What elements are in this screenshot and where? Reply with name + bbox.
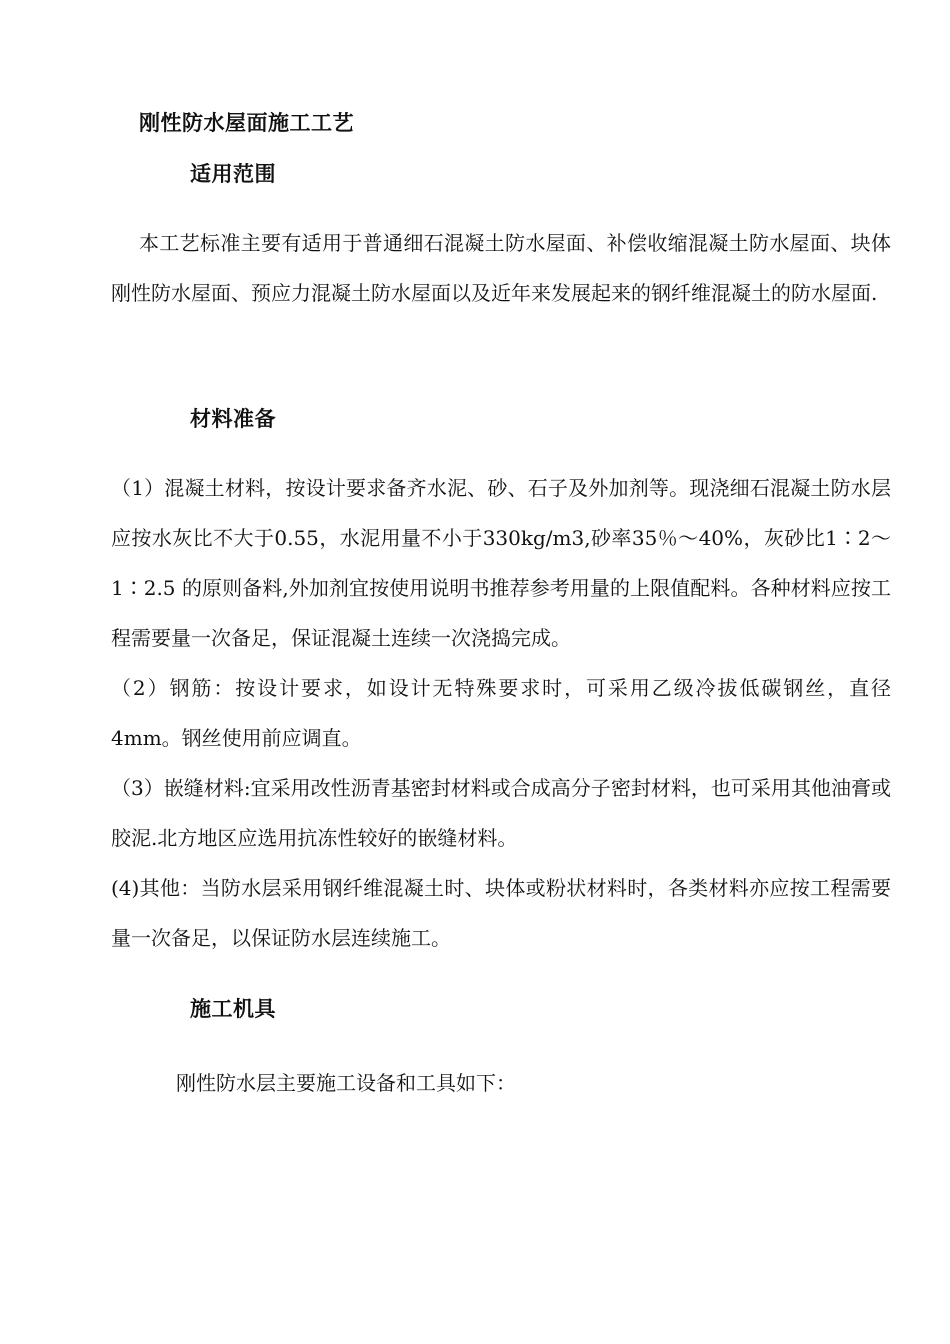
section-heading-scope: 适用范围	[190, 161, 276, 186]
section-heading-tools: 施工机具	[190, 996, 276, 1021]
section-body-materials	[111, 463, 891, 963]
section-body-scope	[111, 218, 891, 318]
paragraph-item-1: （1）混凝土材料，按设计要求备齐水泥、砂、石子及外加剂等。现浇细石混凝土防水层应按水灰比不大于0.55，水泥用量不小于330kg/m3,砂率35％～40%，灰砂比1∶2～1∶2.5 的原则备料,外加剂宜按使用说明书推荐参考用量的上限值配料。各种材料应按工程需要量一次备足，保证混凝土连续一次浇捣完成。	[111, 476, 891, 650]
paragraph: 本工艺标准主要有适用于普通细石混凝土防水屋面、补偿收缩混凝土防水屋面、块体刚性防水屋面、预应力混凝土防水屋面以及近年来发展起来的钢纤维混凝土的防水屋面.	[111, 231, 891, 305]
paragraph-item-3: （3）嵌缝材料:宜采用改性沥青基密封材料或合成高分子密封材料，也可采用其他油膏或胶泥.北方地区应选用抗冻性较好的嵌缝材料。	[111, 776, 891, 850]
paragraph: 刚性防水层主要施工设备和工具如下：	[176, 1071, 516, 1095]
section-heading-materials: 材料准备	[190, 406, 276, 431]
paragraph-item-4: (4)其他：当防水层采用钢纤维混凝土时、块体或粉状材料时，各类材料亦应按工程需要量一次备足，以保证防水层连续施工。	[111, 876, 891, 950]
section-body-tools	[176, 1058, 516, 1108]
document-title: 刚性防水屋面施工工艺	[139, 110, 354, 135]
paragraph-item-2: （2）钢筋：按设计要求，如设计无特殊要求时，可采用乙级冷拔低碳钢丝，直径4mm。钢丝使用前应调直。	[111, 676, 891, 750]
